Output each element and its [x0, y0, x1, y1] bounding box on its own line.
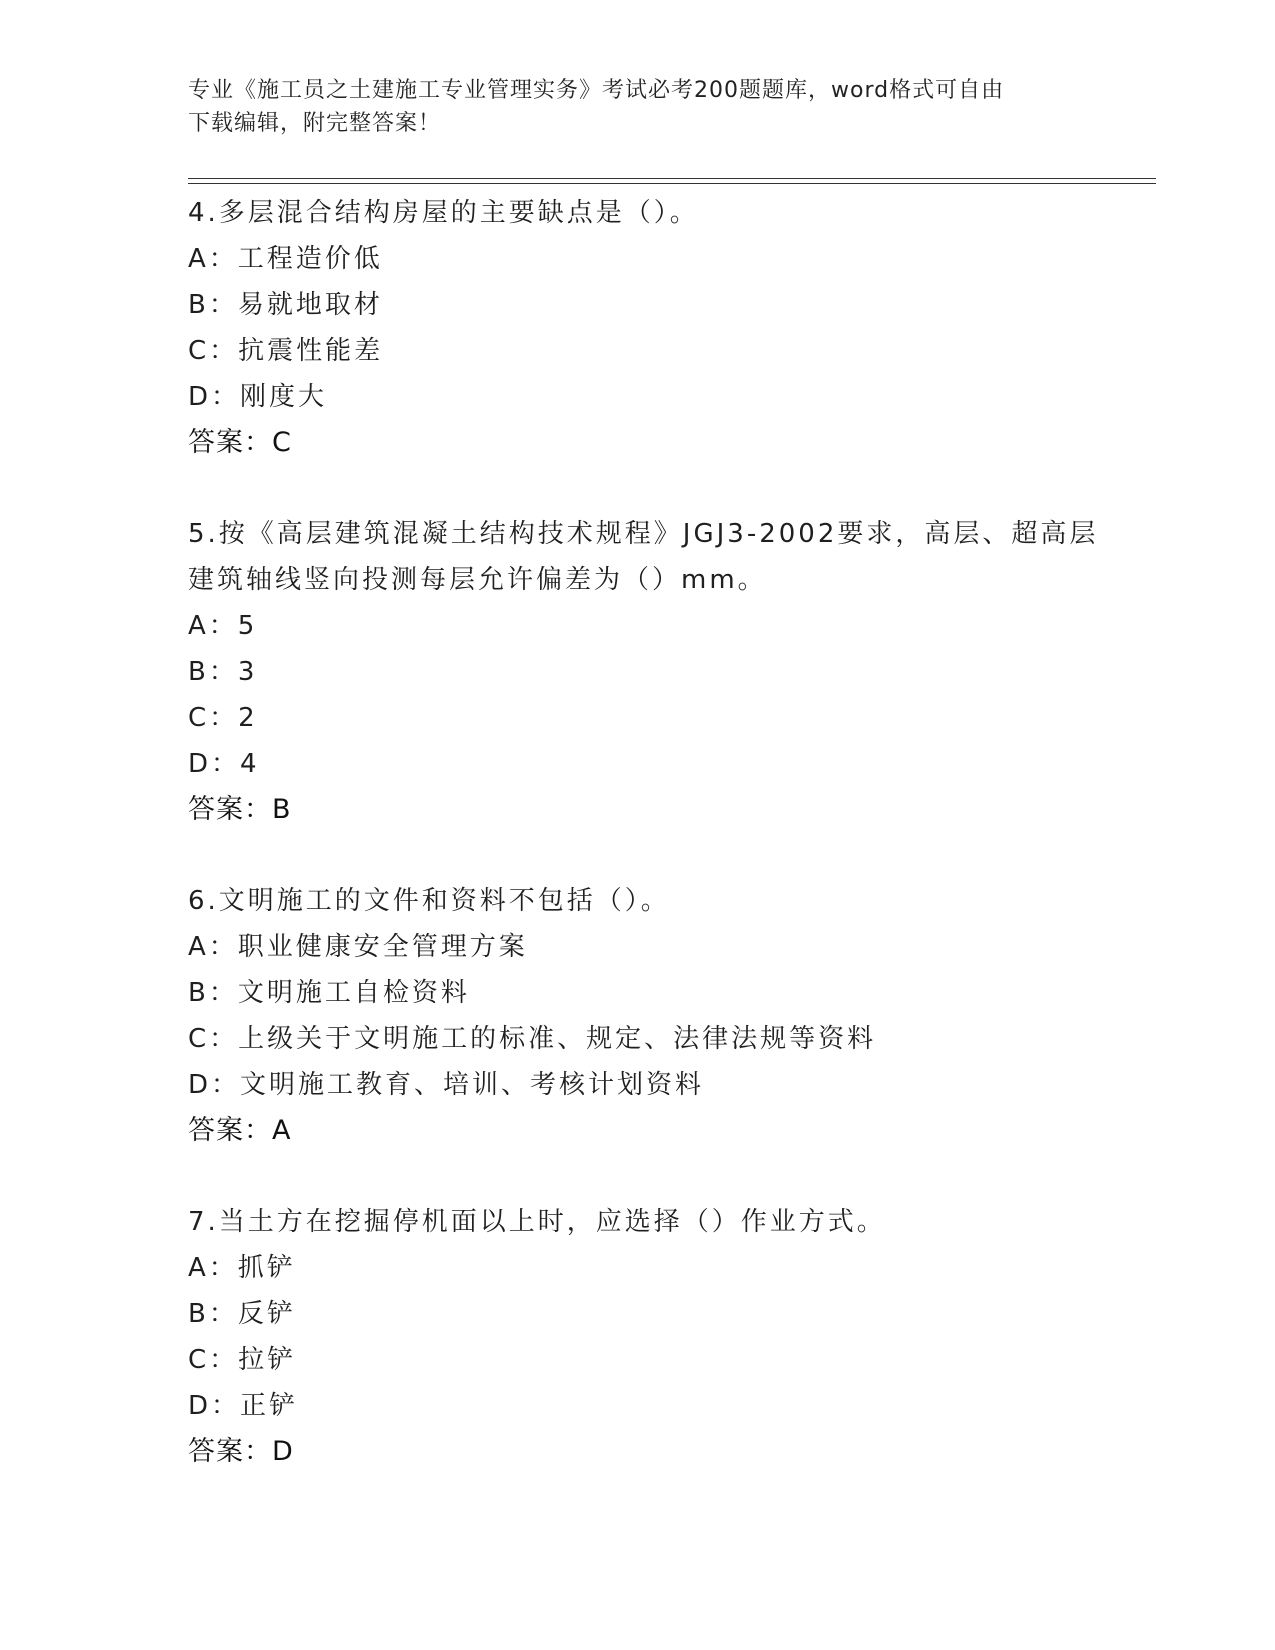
question-stem: 4.多层混合结构房屋的主要缺点是（）。	[188, 198, 699, 228]
option-d: D：文明施工教育、培训、考核计划资料	[188, 1070, 705, 1100]
document-header	[188, 74, 1068, 140]
answer-line: 答案：D	[188, 1436, 294, 1467]
answer-line: 答案：B	[188, 794, 292, 825]
question-block	[188, 190, 1148, 466]
question-gap	[188, 833, 1148, 878]
header-line-1: 专业《施工员之土建施工专业管理实务》考试必考200题题库，word格式可自由	[188, 78, 1005, 103]
header-divider-top	[188, 178, 1156, 179]
option-b: B：文明施工自检资料	[188, 978, 470, 1008]
question-block	[188, 511, 1148, 833]
question-block	[188, 878, 1148, 1154]
option-b: B：易就地取材	[188, 290, 383, 320]
option-c: C：上级关于文明施工的标准、规定、法律法规等资料	[188, 1024, 877, 1054]
option-d: D：刚度大	[188, 382, 328, 412]
question-list	[188, 190, 1148, 1475]
option-a: A：工程造价低	[188, 244, 383, 274]
option-b: B：反铲	[188, 1299, 296, 1329]
option-a: A：职业健康安全管理方案	[188, 932, 528, 962]
answer-line: 答案：C	[188, 427, 292, 458]
option-a: A：5	[188, 611, 258, 641]
option-b: B：3	[188, 657, 258, 687]
question-stem: 7.当土方在挖掘停机面以上时，应选择（）作业方式。	[188, 1207, 886, 1237]
header-divider-bottom	[188, 183, 1156, 184]
option-a: A：抓铲	[188, 1253, 296, 1283]
question-stem: 6.文明施工的文件和资料不包括（）。	[188, 886, 670, 916]
header-line-2: 下载编辑，附完整答案！	[188, 111, 442, 136]
option-c: C：2	[188, 703, 258, 733]
question-block	[188, 1199, 1148, 1475]
question-gap	[188, 1154, 1148, 1199]
option-c: C：拉铲	[188, 1345, 297, 1375]
option-c: C：抗震性能差	[188, 336, 384, 366]
question-stem-continued: 建筑轴线竖向投测每层允许偏差为（）mm。	[188, 565, 767, 595]
question-stem: 5.按《高层建筑混凝土结构技术规程》JGJ3-2002要求，高层、超高层	[188, 519, 1099, 549]
question-gap	[188, 466, 1148, 511]
option-d: D：正铲	[188, 1391, 299, 1421]
answer-line: 答案：A	[188, 1115, 292, 1146]
option-d: D：4	[188, 749, 260, 779]
